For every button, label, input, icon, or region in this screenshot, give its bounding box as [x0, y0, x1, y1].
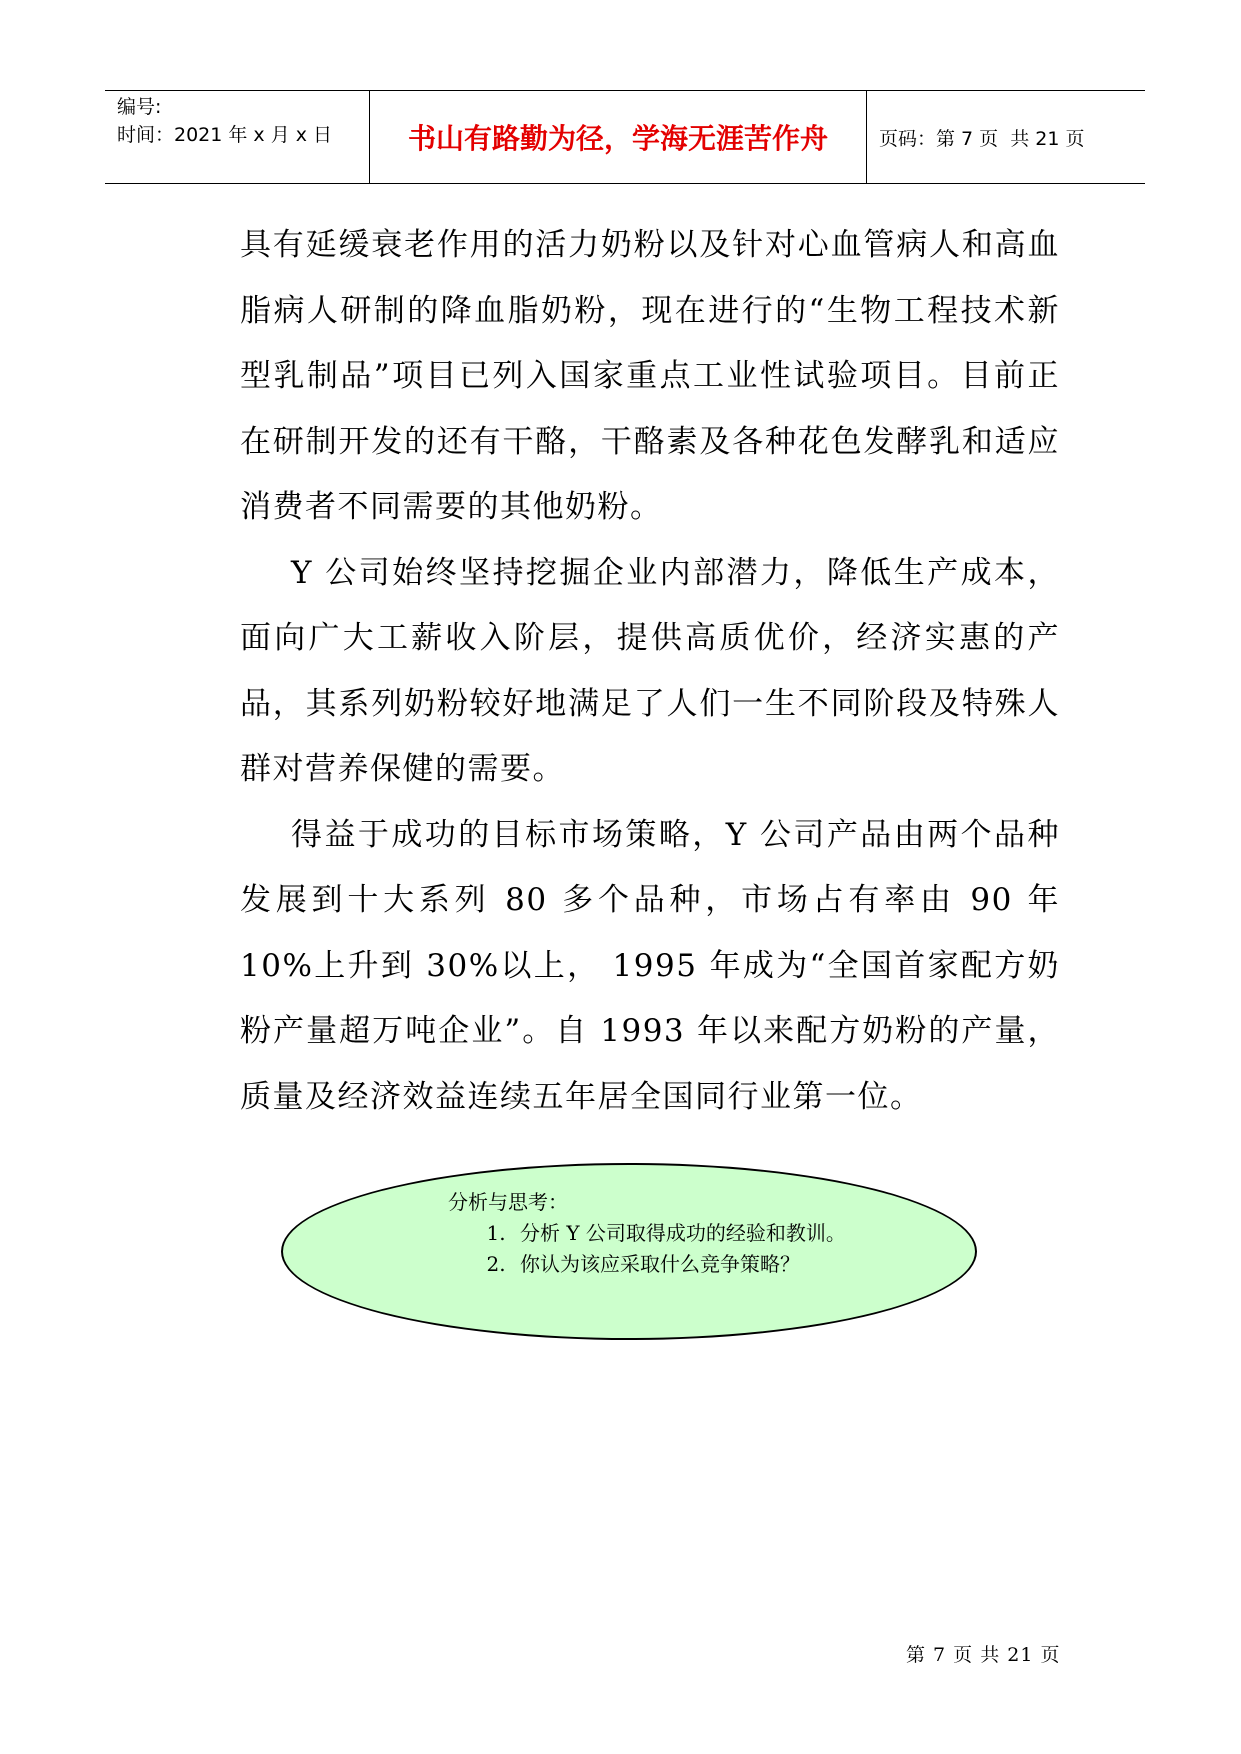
paragraph-1: 具有延缓衰老作用的活力奶粉以及针对心血管病人和高血脂病人研制的降血脂奶粉，现在进行的“生物工程技术新型乳制品”项目已列入国家重点工业性试验项目。目前正在研制开发的还有干酪，干酪素及各种花色发酵乳和适应消费者不同需要的其他奶粉。: [240, 227, 1060, 525]
serial-label: 编号:: [117, 96, 162, 118]
document-body: [240, 213, 1060, 1130]
page-label: 页码：第 7 页 共 21 页: [879, 127, 1085, 150]
page-header: [105, 90, 1145, 184]
page-footer: 第 7 页 共 21 页: [906, 1644, 1061, 1666]
header-meta: [105, 91, 370, 183]
callout-title: 分析与思考：: [448, 1190, 568, 1214]
paragraph-3: 得益于成功的目标市场策略，Y 公司产品由两个品种发展到十大系列 80 多个品种，市场占有率由 90 年 10%上升到 30%以上， 1995 年成为“全国首家配方奶粉产量超万吨企业”。自 1993 年以来配方奶粉的产量，质量及经济效益连续五年居全国同行业第一位。: [240, 816, 1060, 1115]
callout-question-list: [448, 1218, 846, 1280]
header-page-info: [867, 91, 1145, 183]
callout-question: 1. 分析 Y 公司取得成功的经验和教训。: [512, 1218, 846, 1249]
time-label: 时间：2021 年 x 月 x 日: [117, 124, 333, 146]
paragraph-2: Y 公司始终坚持挖掘企业内部潜力，降低生产成本，面向广大工薪收入阶层，提供高质优价，经济实惠的产品，其系列奶粉较好地满足了人们一生不同阶段及特殊人群对营养保健的需要。: [240, 554, 1060, 787]
header-motto: [370, 91, 867, 183]
motto-text: 书山有路勤为径，学海无涯苦作舟: [407, 122, 828, 155]
discussion-callout: [281, 1163, 977, 1340]
callout-question: 2. 你认为该应采取什么竞争策略？: [512, 1249, 846, 1280]
callout-content: [448, 1187, 846, 1280]
